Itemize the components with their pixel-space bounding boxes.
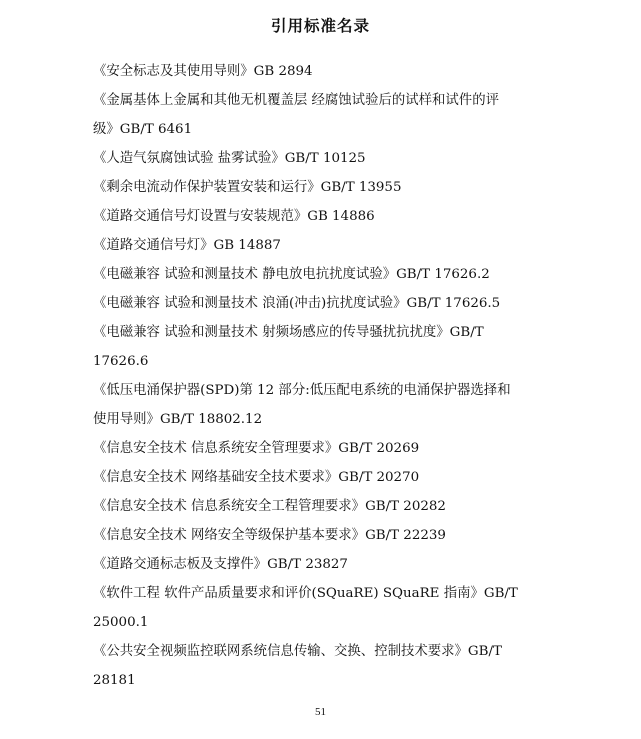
reference-line: 《道路交通信号灯》GB 14887: [93, 238, 281, 253]
reference-line: 级》GB/T 6461: [93, 122, 193, 137]
reference-entry: [93, 637, 563, 695]
reference-line: 《剩余电流动作保护装置安装和运行》GB/T 13955: [93, 180, 402, 195]
reference-entry: [93, 231, 563, 260]
reference-entry: [93, 86, 563, 144]
page-number: 51: [315, 706, 326, 718]
reference-line: 《信息安全技术 网络安全等级保护基本要求》GB/T 22239: [93, 528, 446, 543]
reference-entry: [93, 492, 563, 521]
reference-line: 《软件工程 软件产品质量要求和评价(SQuaRE) SQuaRE 指南》GB/T: [93, 586, 518, 601]
reference-line: 《安全标志及其使用导则》GB 2894: [93, 64, 313, 79]
reference-line: 《公共安全视频监控联网系统信息传输、交换、控制技术要求》GB/T: [93, 644, 502, 659]
reference-list: [93, 57, 563, 695]
reference-line: 《信息安全技术 网络基础安全技术要求》GB/T 20270: [93, 470, 420, 485]
reference-entry: [93, 579, 563, 637]
reference-entry: [93, 144, 563, 173]
reference-entry: [93, 289, 563, 318]
reference-entry: [93, 434, 563, 463]
reference-line: 《电磁兼容 试验和测量技术 射频场感应的传导骚扰抗扰度》GB/T: [93, 325, 484, 340]
reference-entry: [93, 376, 563, 434]
reference-line: 《信息安全技术 信息系统安全管理要求》GB/T 20269: [93, 441, 420, 456]
reference-entry: [93, 260, 563, 289]
reference-line: 17626.6: [93, 354, 149, 369]
reference-line: 《电磁兼容 试验和测量技术 静电放电抗扰度试验》GB/T 17626.2: [93, 267, 490, 282]
reference-line: 使用导则》GB/T 18802.12: [93, 412, 263, 427]
reference-line: 28181: [93, 673, 136, 688]
reference-entry: [93, 550, 563, 579]
reference-entry: [93, 57, 563, 86]
reference-entry: [93, 202, 563, 231]
reference-line: 《低压电涌保护器(SPD)第 12 部分:低压配电系统的电涌保护器选择和: [93, 383, 511, 398]
reference-line: 《人造气氛腐蚀试验 盐雾试验》GB/T 10125: [93, 151, 366, 166]
reference-line: 《道路交通标志板及支撑件》GB/T 23827: [93, 557, 348, 572]
reference-line: 《信息安全技术 信息系统安全工程管理要求》GB/T 20282: [93, 499, 446, 514]
reference-entry: [93, 463, 563, 492]
reference-entry: [93, 173, 563, 202]
reference-line: 《电磁兼容 试验和测量技术 浪涌(冲击)抗扰度试验》GB/T 17626.5: [93, 296, 501, 311]
reference-entry: [93, 318, 563, 376]
page-title: 引用标准名录: [270, 17, 370, 35]
reference-line: 《道路交通信号灯设置与安装规范》GB 14886: [93, 209, 375, 224]
reference-entry: [93, 521, 563, 550]
reference-line: 《金属基体上金属和其他无机覆盖层 经腐蚀试验后的试样和试件的评: [93, 93, 499, 108]
reference-line: 25000.1: [93, 615, 149, 630]
